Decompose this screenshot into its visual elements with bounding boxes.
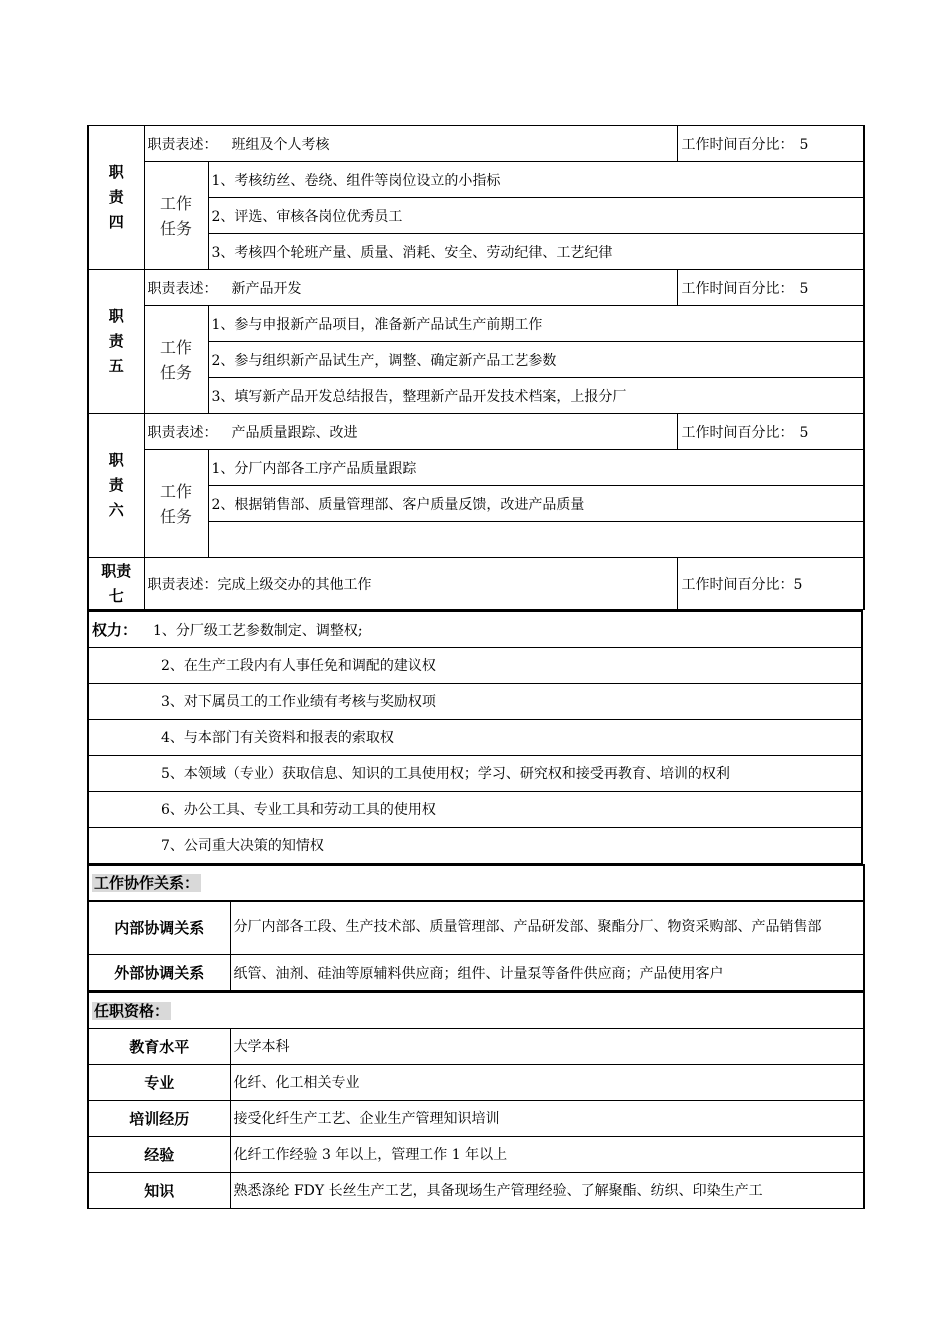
duty-5-description-row bbox=[88, 270, 864, 306]
duty-7-description: 职责表述：完成上级交办的其他工作 bbox=[144, 558, 677, 610]
qualification-row bbox=[88, 1172, 864, 1208]
power-item: 4、与本部门有关资料和报表的索取权 bbox=[88, 719, 862, 755]
task-item: 2、评选、审核各岗位优秀员工 bbox=[208, 198, 864, 234]
duty-6-task-label: 工作 任务 bbox=[144, 450, 208, 558]
duty-5-description: 职责表述： 新产品开发 bbox=[144, 270, 677, 306]
qualification-label: 知识 bbox=[88, 1172, 230, 1208]
power-item: 2、在生产工段内有人事任免和调配的建议权 bbox=[88, 647, 862, 683]
qualification-value: 大学本科 bbox=[230, 1028, 864, 1064]
task-item: 2、根据销售部、质量管理部、客户质量反馈，改进产品质量 bbox=[208, 486, 864, 522]
power-item: 5、本领域（专业）获取信息、知识的工具使用权；学习、研究权和接受再教育、培训的权利 bbox=[88, 755, 862, 791]
external-relations-label: 外部协调关系 bbox=[88, 955, 230, 991]
task-row bbox=[88, 162, 864, 198]
qualification-label: 培训经历 bbox=[88, 1100, 230, 1136]
power-item: 3、对下属员工的工作业绩有考核与奖励权项 bbox=[88, 683, 862, 719]
duty-4-label: 职 责 四 bbox=[88, 126, 144, 270]
qualification-label: 专业 bbox=[88, 1064, 230, 1100]
relations-table bbox=[87, 864, 865, 992]
qualifications-table bbox=[87, 991, 865, 1209]
power-row bbox=[88, 647, 862, 683]
qualification-label: 经验 bbox=[88, 1136, 230, 1172]
duty-4-description-row bbox=[88, 126, 864, 162]
qualification-row bbox=[88, 1028, 864, 1064]
duty-4-description: 职责表述： 班组及个人考核 bbox=[144, 126, 677, 162]
duty-6-label: 职 责 六 bbox=[88, 414, 144, 558]
task-item: 1、考核纺丝、卷绕、组件等岗位设立的小指标 bbox=[208, 162, 864, 198]
power-row bbox=[88, 611, 862, 647]
qualification-row bbox=[88, 1136, 864, 1172]
power-item: 7、公司重大决策的知情权 bbox=[88, 827, 862, 863]
qualification-value: 化纤、化工相关专业 bbox=[230, 1064, 864, 1100]
task-item: 1、分厂内部各工序产品质量跟踪 bbox=[208, 450, 864, 486]
relations-section-title: 工作协作关系： bbox=[88, 865, 864, 901]
duty-6-description: 职责表述： 产品质量跟踪、改进 bbox=[144, 414, 677, 450]
qualification-label: 教育水平 bbox=[88, 1028, 230, 1064]
task-item: 3、考核四个轮班产量、质量、消耗、安全、劳动纪律、工艺纪律 bbox=[208, 234, 864, 270]
qualification-value: 熟悉涤纶 FDY 长丝生产工艺，具备现场生产管理经验、了解聚酯、纺织、印染生产工 bbox=[230, 1172, 864, 1208]
qualification-row bbox=[88, 1064, 864, 1100]
internal-relations-value: 分厂内部各工段、生产技术部、质量管理部、产品研发部、聚酯分厂、物资采购部、产品销售部 bbox=[230, 901, 864, 955]
task-item: 3、填写新产品开发总结报告，整理新产品开发技术档案，上报分厂 bbox=[208, 378, 864, 414]
duty-5-task-label: 工作 任务 bbox=[144, 306, 208, 414]
internal-relations-label: 内部协调关系 bbox=[88, 901, 230, 955]
powers-section-title: 权力： bbox=[92, 620, 138, 639]
duties-table bbox=[87, 125, 865, 610]
duty-6-description-row bbox=[88, 414, 864, 450]
duty-5-label: 职 责 五 bbox=[88, 270, 144, 414]
task-row bbox=[88, 306, 864, 342]
powers-table bbox=[87, 610, 863, 864]
duty-4-task-label: 工作 任务 bbox=[144, 162, 208, 270]
qualification-value: 化纤工作经验 3 年以上，管理工作 1 年以上 bbox=[230, 1136, 864, 1172]
task-row bbox=[88, 450, 864, 486]
power-item: 6、办公工具、专业工具和劳动工具的使用权 bbox=[88, 791, 862, 827]
task-item bbox=[208, 522, 864, 558]
duty-6-time-percent: 工作时间百分比： 5 bbox=[677, 414, 864, 450]
power-row bbox=[88, 755, 862, 791]
task-item: 2、参与组织新产品试生产，调整、确定新产品工艺参数 bbox=[208, 342, 864, 378]
task-item: 1、参与申报新产品项目，准备新产品试生产前期工作 bbox=[208, 306, 864, 342]
qualification-value: 接受化纤生产工艺、企业生产管理知识培训 bbox=[230, 1100, 864, 1136]
duty-7-row bbox=[88, 558, 864, 610]
power-row bbox=[88, 719, 862, 755]
power-item: 权力： 1、分厂级工艺参数制定、调整权; bbox=[88, 611, 862, 647]
qualifications-section-title: 任职资格： bbox=[88, 992, 864, 1028]
power-row bbox=[88, 827, 862, 863]
duty-4-time-percent: 工作时间百分比： 5 bbox=[677, 126, 864, 162]
power-row bbox=[88, 791, 862, 827]
duty-5-time-percent: 工作时间百分比： 5 bbox=[677, 270, 864, 306]
job-description-document bbox=[87, 125, 863, 1209]
duty-7-time-percent: 工作时间百分比：5 bbox=[677, 558, 864, 610]
qualification-row bbox=[88, 1100, 864, 1136]
power-row bbox=[88, 683, 862, 719]
external-relations-value: 纸管、油剂、硅油等原辅料供应商；组件、计量泵等备件供应商；产品使用客户 bbox=[230, 955, 864, 991]
duty-7-label: 职责 七 bbox=[88, 558, 144, 610]
